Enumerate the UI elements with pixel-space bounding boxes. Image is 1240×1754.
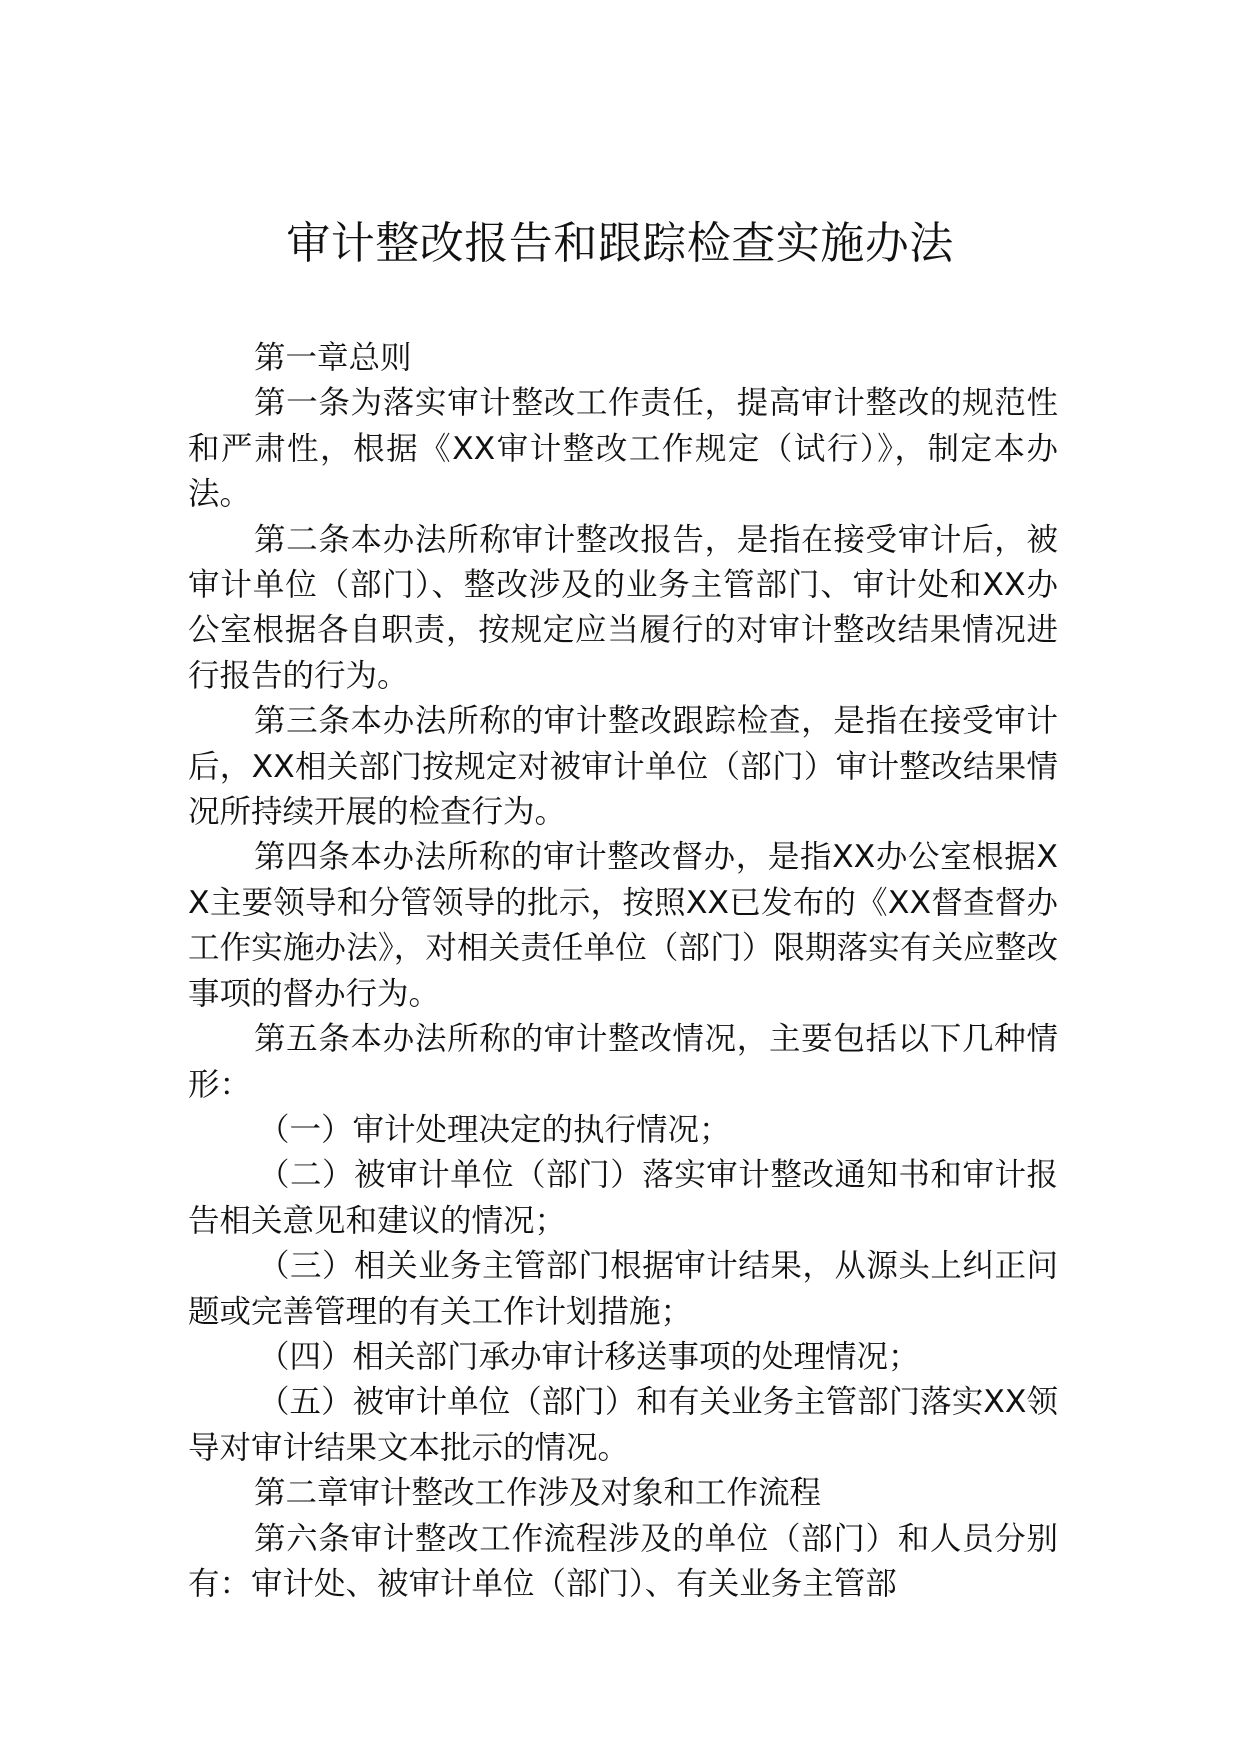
list-item: （四）相关部门承办审计移送事项的处理情况； bbox=[258, 1338, 920, 1375]
document-body bbox=[188, 336, 1058, 1607]
article-paragraph: 第二条本办法所称审计整改报告，是指在接受审计后，被审计单位（部门）、整改涉及的业务主管部门、审计处和XX办公室根据各自职责，按规定应当履行的对审计整改结果情况进行报告的行为。 bbox=[188, 521, 1058, 694]
article-paragraph: 第五条本办法所称的审计整改情况，主要包括以下几种情形： bbox=[188, 1021, 1058, 1103]
chapter-heading: 第二章审计整改工作涉及对象和工作流程 bbox=[254, 1475, 822, 1512]
article-paragraph: 第四条本办法所称的审计整改督办，是指XX办公室根据XX主要领导和分管领导的批示，按照XX已发布的《XX督查督办工作实施办法》，对相关责任单位（部门）限期落实有关应整改事项的督办行为。 bbox=[188, 839, 1058, 1012]
list-item: （三）相关业务主管部门根据审计结果，从源头上纠正问题或完善管理的有关工作计划措施； bbox=[188, 1248, 1058, 1330]
list-item: （五）被审计单位（部门）和有关业务主管部门落实XX领导对审计结果文本批示的情况。 bbox=[188, 1384, 1058, 1466]
chapter-heading: 第一章总则 bbox=[254, 340, 412, 376]
list-item: （二）被审计单位（部门）落实审计整改通知书和审计报告相关意见和建议的情况； bbox=[188, 1157, 1058, 1239]
document-title: 审计整改报告和跟踪检查实施办法 bbox=[286, 218, 954, 269]
article-paragraph: 第一条为落实审计整改工作责任，提高审计整改的规范性和严肃性，根据《XX审计整改工作规定（试行）》，制定本办法。 bbox=[188, 385, 1058, 513]
article-paragraph: 第三条本办法所称的审计整改跟踪检查，是指在接受审计后，XX相关部门按规定对被审计单位（部门）审计整改结果情况所持续开展的检查行为。 bbox=[188, 703, 1058, 831]
list-item: （一）审计处理决定的执行情况； bbox=[258, 1111, 731, 1148]
article-paragraph: 第六条审计整改工作流程涉及的单位（部门）和人员分别有：审计处、被审计单位（部门）、有关业务主管部 bbox=[188, 1520, 1058, 1602]
